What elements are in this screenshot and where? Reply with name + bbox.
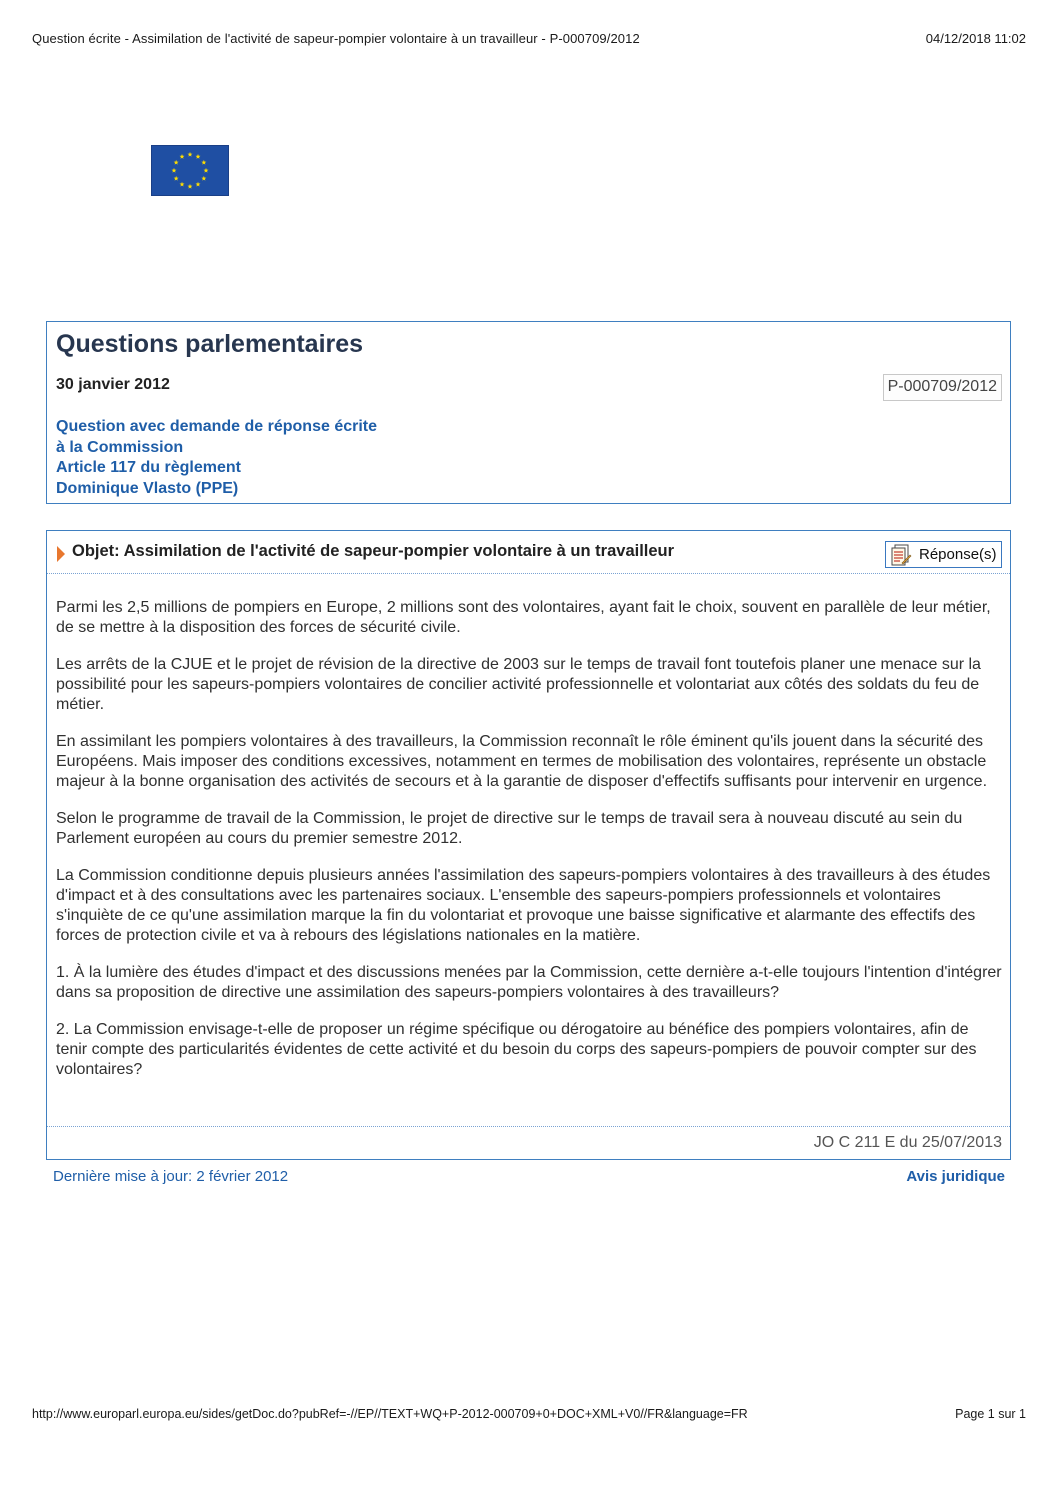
flag-star [188, 184, 193, 189]
flag-star [174, 176, 179, 181]
flag-star [188, 152, 193, 157]
question-date: 30 janvier 2012 [56, 376, 170, 393]
print-footer-page-number: Page 1 sur 1 [955, 1407, 1026, 1421]
flag-star [180, 182, 185, 187]
paragraph: En assimilant les pompiers volontaires à des travailleurs, la Commission reconnaît le rôle éminent qu'ils jouent dans la sécurité des Européens. Mais imposer des conditions excessives, notamment en termes de mobilisation des volontaires, représente un obstacle majeur à la bonne organisation des activités de secours et à la garantie de disposer d'effectifs suffisants pour intervenir en urgence. [56, 733, 988, 790]
paragraph: Les arrêts de la CJUE et le projet de révision de la directive de 2003 sur le temps de travail font toutefois planer une menace sur la possibilité pour les sapeurs-pompiers volontaires de concilier activité professionnelle et volontariat aux côtés des soldats du feu de métier. [56, 656, 981, 713]
legal-notice-link[interactable]: Avis juridique [906, 1168, 1005, 1185]
flag-star [180, 154, 185, 159]
arrow-right-icon [56, 544, 66, 564]
last-update: Dernière mise à jour: 2 février 2012 [53, 1168, 289, 1185]
page-title: Questions parlementaires [56, 330, 364, 358]
meta-recipient: à la Commission [56, 438, 184, 456]
flag-star [172, 168, 177, 173]
reference-badge: P-000709/2012 [883, 374, 1002, 401]
paragraph: 1. À la lumière des études d'impact et des discussions menées par la Commission, cette dernière a-t-elle toujours l'intention d'intégrer dans sa proposition de directive une assimilation des sapeurs-pompiers volontaires à des travailleurs? [56, 964, 1002, 1001]
subject-row [56, 541, 1002, 571]
publication-reference: JO C 211 E du 25/07/2013 [813, 1134, 1002, 1151]
flag-star [201, 176, 206, 181]
response-button-label: Réponse(s) [919, 546, 997, 563]
paragraph: 2. La Commission envisage-t-elle de proposer un régime spécifique ou dérogatoire au bénéfice des pompiers volontaires, afin de tenir compte des particularités évidentes de cette activité et du besoin du corps des sapeurs-pompiers de pouvoir compter sur des volontaires? [56, 1021, 977, 1078]
flag-star [204, 168, 209, 173]
paragraph: La Commission conditionne depuis plusieurs années l'assimilation des sapeurs-pompiers volontaires à des travailleurs à des études d'impact et à des consultations avec les partenaires sociaux. L'ensemble des sapeurs-pompiers professionnels et volontaires s'inquiète de ce qu'une assimilation marque la fin du volontariat et provoque une baisse significative et alarmante des effectifs des forces de protection civile et va à rebours des législations nationales en la matière. [56, 867, 991, 944]
eu-flag-icon [151, 145, 229, 196]
flag-star [174, 160, 179, 165]
flag-star [201, 160, 206, 165]
print-header-title: Question écrite - Assimilation de l'activité de sapeur-pompier volontaire à un travailleur - P-000709/2012 [32, 31, 640, 46]
print-header-datetime: 04/12/2018 11:02 [925, 31, 1026, 46]
header-panel [46, 321, 1011, 504]
flag-star [196, 154, 201, 159]
question-panel [46, 530, 1011, 1160]
paragraph: Parmi les 2,5 millions de pompiers en Europe, 2 millions sont des volontaires, ayant fait le choix, souvent en parallèle de leur métier, de se mettre à la disposition des forces de sécurité civile. [56, 599, 991, 636]
subject-divider [47, 573, 1010, 574]
question-body [56, 598, 1002, 1097]
meta-article: Article 117 du règlement [56, 459, 241, 476]
response-button[interactable] [885, 541, 1002, 568]
document-response-icon [890, 544, 912, 566]
paragraph: Selon le programme de travail de la Commission, le projet de directive sur le temps de travail sera à nouveau discuté au sein du Parlement européen au cours du premier semestre 2012. [56, 810, 963, 847]
flag-star [196, 182, 201, 187]
footer-divider [47, 1126, 1010, 1127]
question-meta [56, 417, 377, 499]
subject-title: Objet: Assimilation de l'activité de sapeur-pompier volontaire à un travailleur [72, 542, 675, 560]
print-footer-url: http://www.europarl.europa.eu/sides/getDoc.do?pubRef=-//EP//TEXT+WQ+P-2012-000709+0+DOC+XML+V0//FR&language=FR [32, 1407, 748, 1421]
meta-author: Dominique Vlasto (PPE) [56, 479, 239, 497]
meta-question-type: Question avec demande de réponse écrite [56, 418, 378, 435]
